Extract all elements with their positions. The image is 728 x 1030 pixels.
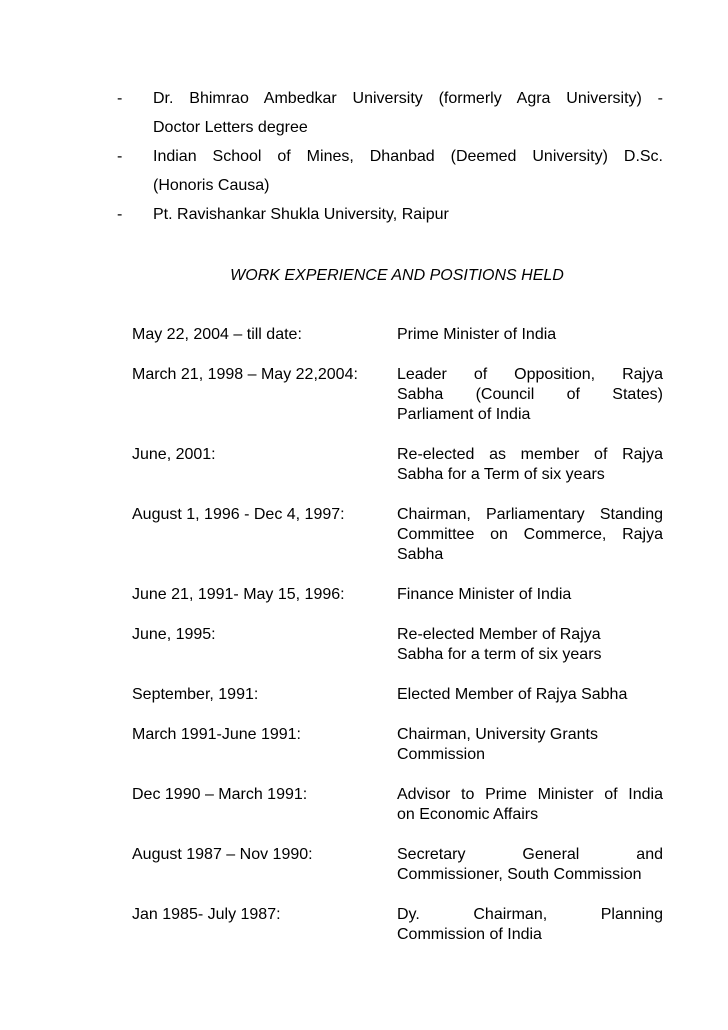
position-title: Elected Member of Rajya Sabha	[397, 686, 628, 703]
position-row	[132, 785, 663, 825]
position-date: March 1991-June 1991:	[132, 726, 301, 743]
honorary-degrees-list	[117, 88, 663, 233]
position-row	[132, 585, 663, 605]
position-date: June, 2001:	[132, 446, 216, 463]
position-row	[132, 325, 663, 345]
position-date: September, 1991:	[132, 686, 259, 703]
position-title: on Economic Affairs	[397, 806, 539, 823]
position-row	[132, 725, 663, 765]
position-date: May 22, 2004 – till date:	[132, 326, 302, 343]
bullet-dash: -	[117, 206, 123, 223]
list-item	[117, 146, 663, 196]
section-heading-text: WORK EXPERIENCE AND POSITIONS HELD	[230, 267, 564, 284]
position-date: June, 1995:	[132, 626, 216, 643]
position-row	[132, 625, 663, 665]
positions-table	[132, 325, 663, 965]
position-title: Chairman, Parliamentary Standing	[397, 506, 663, 523]
list-item	[117, 204, 663, 225]
position-title: Sabha for a Term of six years	[397, 466, 605, 483]
position-row	[132, 505, 663, 565]
position-row	[132, 905, 663, 945]
position-title: Finance Minister of India	[397, 586, 572, 603]
position-date: March 21, 1998 – May 22,2004:	[132, 366, 358, 383]
list-item-line: Indian School of Mines, Dhanbad (Deemed University) D.Sc.	[153, 148, 663, 165]
position-title: Commission	[397, 746, 486, 763]
bullet-dash: -	[117, 148, 123, 165]
position-date: Jan 1985- July 1987:	[132, 906, 281, 923]
position-title: Dy. Chairman, Planning	[397, 906, 663, 923]
position-row	[132, 365, 663, 425]
list-item-line: Pt. Ravishankar Shukla University, Raipur	[153, 206, 449, 223]
position-title: Sabha (Council of States)	[397, 386, 663, 403]
position-title: Commissioner, South Commission	[397, 866, 642, 883]
position-row	[132, 685, 663, 705]
position-date: June 21, 1991- May 15, 1996:	[132, 586, 345, 603]
position-title: Sabha	[397, 546, 444, 563]
position-title: Re-elected as member of Rajya	[397, 446, 663, 463]
position-title: Committee on Commerce, Rajya	[397, 526, 663, 543]
position-date: August 1, 1996 - Dec 4, 1997:	[132, 506, 345, 523]
position-title: Sabha for a term of six years	[397, 646, 602, 663]
list-item-line: Doctor Letters degree	[153, 119, 308, 136]
list-item-line: (Honoris Causa)	[153, 177, 270, 194]
bullet-dash: -	[117, 90, 123, 107]
list-item	[117, 88, 663, 138]
position-title: Re-elected Member of Rajya	[397, 626, 601, 643]
position-row	[132, 445, 663, 485]
list-item-line: Dr. Bhimrao Ambedkar University (formerly Agra University) -	[153, 90, 663, 107]
position-date: August 1987 – Nov 1990:	[132, 846, 313, 863]
section-heading	[0, 266, 728, 286]
position-title: Secretary General and	[397, 846, 663, 863]
position-title: Prime Minister of India	[397, 326, 557, 343]
position-date: Dec 1990 – March 1991:	[132, 786, 308, 803]
position-title: Leader of Opposition, Rajya	[397, 366, 663, 383]
position-title: Parliament of India	[397, 406, 531, 423]
position-title: Commission of India	[397, 926, 542, 943]
position-title: Chairman, University Grants	[397, 726, 598, 743]
position-row	[132, 845, 663, 885]
position-title: Advisor to Prime Minister of India	[397, 786, 663, 803]
